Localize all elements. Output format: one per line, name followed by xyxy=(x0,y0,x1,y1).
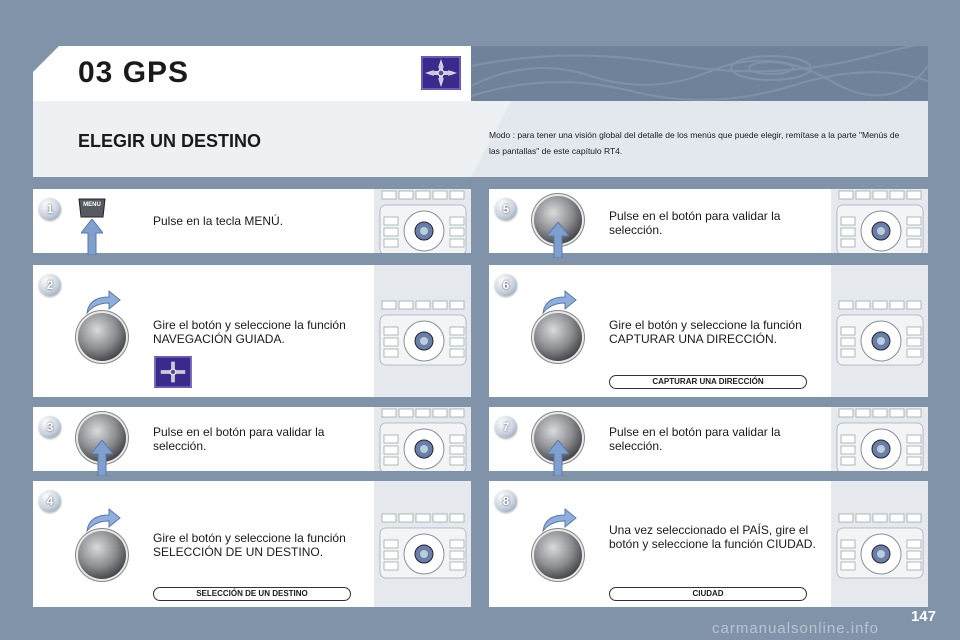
control-panel-illustration xyxy=(374,265,471,397)
control-panel-area xyxy=(374,407,471,471)
function-label-pill: CIUDAD xyxy=(609,587,807,601)
control-panel-area xyxy=(831,481,928,607)
control-panel-area xyxy=(374,265,471,397)
step-card xyxy=(33,189,471,253)
control-panel-illustration xyxy=(374,189,471,253)
function-label-pill: SELECCIÓN DE UN DESTINO xyxy=(153,587,351,601)
step-card xyxy=(33,265,471,397)
control-panel-area xyxy=(374,481,471,607)
rotate-arrow-icon xyxy=(85,289,121,315)
watermark: carmanualsonline.info xyxy=(712,620,879,637)
step-instruction: Gire el botón y seleccione la función SELECCIÓN DE UN DESTINO. xyxy=(153,531,346,559)
rotate-arrow-icon xyxy=(541,507,577,533)
step-card xyxy=(33,481,471,607)
step-instruction: Pulse en el botón para validar la selección. xyxy=(609,209,781,237)
step-card xyxy=(489,189,928,253)
step-instruction: Una vez seleccionado el PAÍS, gire el botón y seleccione la función CIUDAD. xyxy=(609,523,816,551)
control-panel-illustration xyxy=(831,407,928,471)
function-label-pill: CAPTURAR UNA DIRECCIÓN xyxy=(609,375,807,389)
step-number-badge: 8 xyxy=(495,490,517,512)
step-card xyxy=(489,265,928,397)
step-card xyxy=(489,481,928,607)
rotate-arrow-icon xyxy=(541,289,577,315)
step-instruction: Pulse en el botón para validar la selección. xyxy=(609,425,781,453)
control-panel-illustration xyxy=(831,189,928,253)
rotary-knob[interactable] xyxy=(534,531,582,579)
page-number: 147 xyxy=(910,608,936,625)
rotary-knob[interactable] xyxy=(78,313,126,361)
step-number-badge: 6 xyxy=(495,274,517,296)
press-arrow-icon xyxy=(81,219,103,255)
page-title: 03 GPS xyxy=(78,56,190,89)
control-panel-area xyxy=(831,407,928,471)
rotate-arrow-icon xyxy=(85,507,121,533)
step-number-badge: 1 xyxy=(39,198,61,220)
step-number-badge: 3 xyxy=(39,416,61,438)
step-card xyxy=(489,407,928,471)
step-instruction: Pulse en la tecla MENÚ. xyxy=(153,214,284,228)
navigation-icon xyxy=(421,56,461,90)
control-panel-area xyxy=(831,189,928,253)
rotary-knob[interactable] xyxy=(534,313,582,361)
step-instruction: Gire el botón y seleccione la función CAPTURAR UNA DIRECCIÓN. xyxy=(609,318,802,346)
section-note: Modo : para tener una visión global del detalle de los menús que puede elegir, remítase a la parte "Menús de las pantallas" de este capítulo RT4. xyxy=(489,130,900,156)
step-instruction: Gire el botón y seleccione la función NAVEGACIÓN GUIADA. xyxy=(153,318,346,346)
control-panel-illustration xyxy=(831,481,928,607)
step-number-badge: 7 xyxy=(495,416,517,438)
press-arrow-icon xyxy=(547,440,569,476)
press-arrow-icon xyxy=(91,440,113,476)
header-map-band xyxy=(471,46,928,101)
step-number-badge: 2 xyxy=(39,274,61,296)
step-card xyxy=(33,407,471,471)
menu-key-label: MENU xyxy=(83,202,101,208)
control-panel-illustration xyxy=(831,265,928,397)
control-panel-illustration xyxy=(374,481,471,607)
rotary-knob[interactable] xyxy=(78,531,126,579)
step-number-badge: 5 xyxy=(495,198,517,220)
control-panel-area xyxy=(374,189,471,253)
step-number-badge: 4 xyxy=(39,490,61,512)
control-panel-area xyxy=(831,265,928,397)
press-arrow-icon xyxy=(547,222,569,258)
navigation-icon xyxy=(154,356,192,388)
control-panel-illustration xyxy=(374,407,471,471)
menu-key-icon xyxy=(77,197,107,219)
step-instruction: Pulse en el botón para validar la selección. xyxy=(153,425,325,453)
section-title: ELEGIR UN DESTINO xyxy=(78,131,262,151)
